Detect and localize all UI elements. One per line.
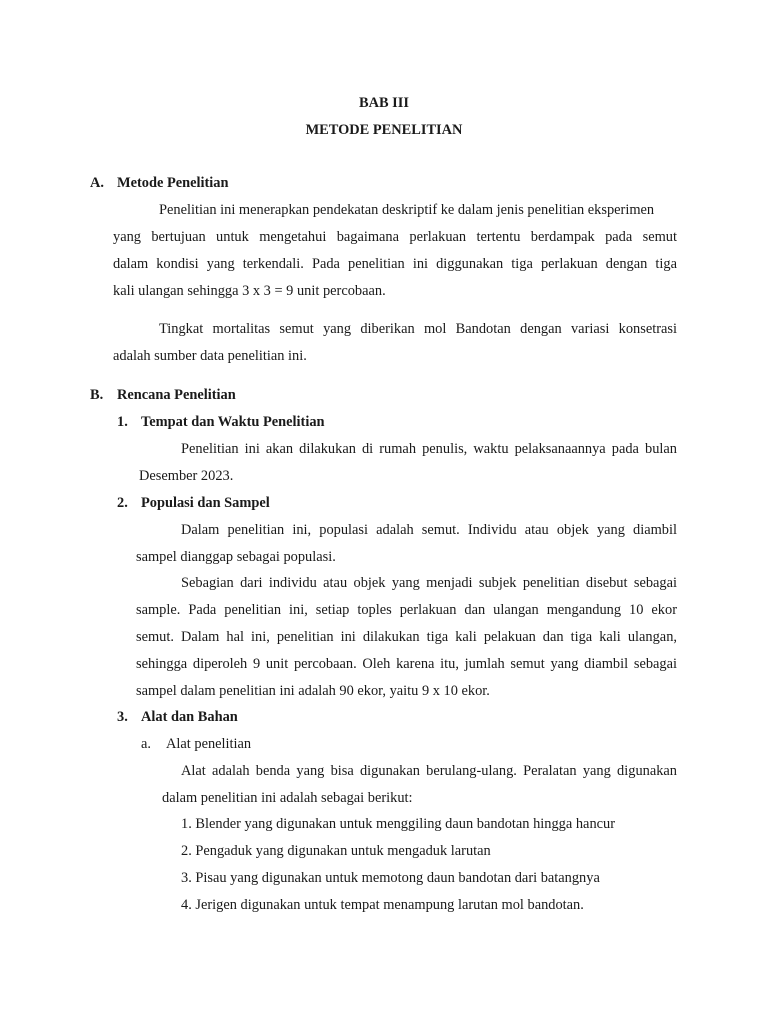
chapter-number: BAB III	[359, 95, 409, 111]
subsection-1-para-line: Desember 2023.	[139, 468, 234, 484]
item-a-para-line: Alat adalah benda yang bisa digunakan berulang-ulang. Peralatan yang digunakan	[181, 763, 677, 779]
section-a-para1-line: Penelitian ini menerapkan pendekatan deskriptif ke dalam jenis penelitian eksperimen	[159, 202, 655, 218]
item-a-marker: a.	[141, 736, 151, 752]
subsection-2-para1-line: Dalam penelitian ini, populasi adalah semut. Individu atau objek yang diambil	[181, 522, 677, 538]
chapter-title: METODE PENELITIAN	[305, 122, 463, 138]
subsection-1-marker: 1.	[117, 414, 128, 430]
subsection-2-para2-line: semut. Dalam hal ini, penelitian ini dilakukan tiga kali pelakuan dan tiga kali ulangan,	[136, 629, 677, 645]
subsection-2-para2-line: sehingga diperoleh 9 unit percobaan. Oleh karena itu, jumlah semut yang diambil sebagai	[136, 656, 677, 672]
subsection-2-marker: 2.	[117, 495, 128, 511]
subsection-2-para2-line: sample. Pada penelitian ini, setiap toples perlakuan dan ulangan mengandung 10 ekor	[136, 602, 677, 618]
equipment-list-item: 2. Pengaduk yang digunakan untuk mengaduk larutan	[181, 843, 491, 859]
subsection-2-para2-line: sampel dalam penelitian ini adalah 90 ekor, yaitu 9 x 10 ekor.	[136, 683, 490, 699]
section-b-heading: Rencana Penelitian	[117, 387, 236, 403]
subsection-1-para-line: Penelitian ini akan dilakukan di rumah penulis, waktu pelaksanaannya pada bulan	[181, 441, 677, 457]
section-a-para1-line: yang bertujuan untuk mengetahui bagaimana perlakuan tertentu berdampak pada semut	[113, 229, 677, 245]
item-a-label: Alat penelitian	[166, 736, 252, 752]
subsection-2-heading: Populasi dan Sampel	[141, 495, 270, 511]
item-a-para-line: dalam penelitian ini adalah sebagai berikut:	[162, 790, 413, 806]
equipment-list-item: 1. Blender yang digunakan untuk menggiling daun bandotan hingga hancur	[181, 816, 616, 832]
subsection-2-para2-line: Sebagian dari individu atau objek yang menjadi subjek penelitian disebut sebagai	[181, 575, 677, 591]
section-a-marker: A.	[90, 175, 104, 191]
subsection-1-heading: Tempat dan Waktu Penelitian	[141, 414, 325, 430]
section-b-marker: B.	[90, 387, 104, 403]
section-a-heading: Metode Penelitian	[117, 175, 229, 191]
subsection-3-heading: Alat dan Bahan	[141, 709, 238, 725]
subsection-2-para1-line: sampel dianggap sebagai populasi.	[136, 549, 336, 565]
section-a-para2-line: Tingkat mortalitas semut yang diberikan mol Bandotan dengan variasi konsetrasi	[159, 321, 677, 337]
section-a-para1-line: dalam kondisi yang terkendali. Pada penelitian ini diggunakan tiga perlakuan dengan tiga	[113, 256, 677, 272]
equipment-list-item: 3. Pisau yang digunakan untuk memotong daun bandotan dari batangnya	[181, 870, 600, 886]
subsection-3-marker: 3.	[117, 709, 128, 725]
section-a-para1-line: kali ulangan sehingga 3 x 3 = 9 unit percobaan.	[113, 283, 386, 299]
equipment-list-item: 4. Jerigen digunakan untuk tempat menampung larutan mol bandotan.	[181, 897, 584, 913]
section-a-para2-line: adalah sumber data penelitian ini.	[113, 348, 307, 364]
